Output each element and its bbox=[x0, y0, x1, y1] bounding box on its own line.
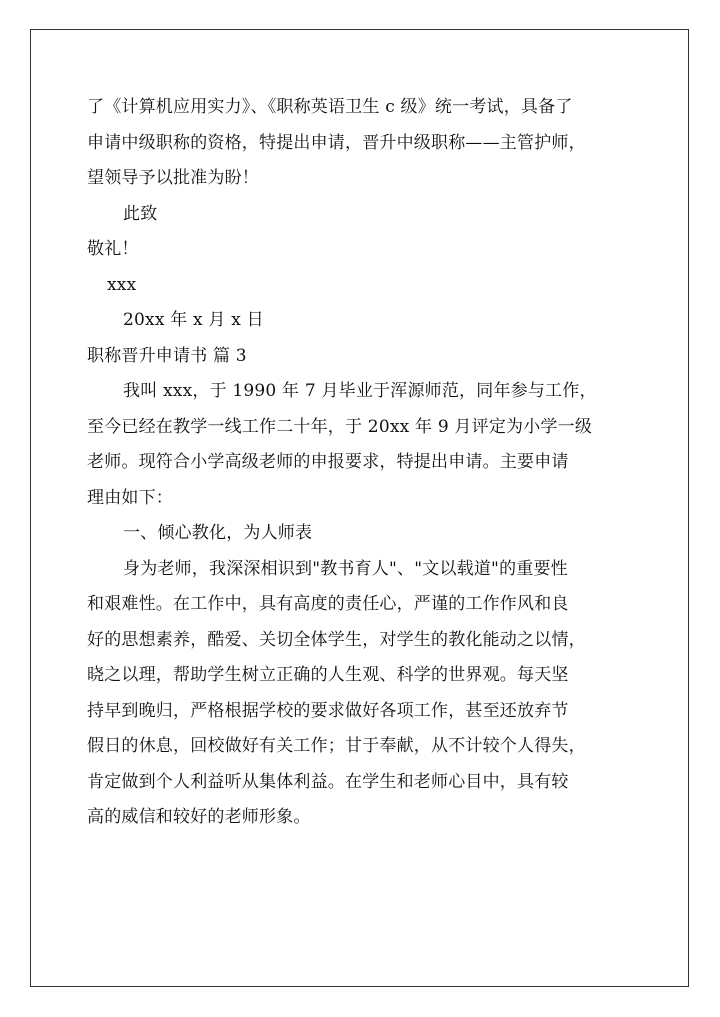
signature: xxx bbox=[107, 274, 137, 295]
paragraph-line: 老师。现符合小学高级老师的申报要求，特提出申请。主要申请 bbox=[87, 452, 569, 472]
paragraph-line: 肯定做到个人利益听从集体利益。在学生和老师心目中，具有较 bbox=[87, 771, 569, 792]
paragraph-line: 至今已经在教学一线工作二十年，于 20xx 年 9 月评定为小学一级 bbox=[87, 416, 593, 437]
paragraph-line: 和艰难性。在工作中，具有高度的责任心，严谨的工作作风和良 bbox=[87, 594, 569, 614]
subheading: 一、倾心教化，为人师表 bbox=[123, 523, 313, 543]
text-line: 了《计算机应用实力》、《职称英语卫生 c 级》统一考试，具备了 bbox=[87, 97, 573, 117]
text-line: 望领导予以批准为盼！ bbox=[87, 168, 259, 188]
paragraph-line: 好的思想素养，酷爱、关切全体学生，对学生的教化能动之以情， bbox=[87, 629, 586, 650]
paragraph-line: 高的威信和较好的老师形象。 bbox=[87, 807, 311, 827]
paragraph-line: 假日的休息，回校做好有关工作；甘于奉献，从不计较个人得失， bbox=[87, 736, 586, 756]
paragraph-line: 理由如下： bbox=[87, 487, 173, 508]
date: 20xx 年 x 月 x 日 bbox=[123, 310, 264, 330]
paragraph-line: 我叫 xxx，于 1990 年 7 月毕业于浑源师范，同年参与工作， bbox=[123, 381, 597, 401]
paragraph-line: 晓之以理，帮助学生树立正确的人生观、科学的世界观。每天坚 bbox=[87, 665, 569, 685]
closing-respect: 敬礼！ bbox=[87, 239, 139, 259]
text-line: 申请中级职称的资格，特提出申请，晋升中级职称——主管护师， bbox=[87, 132, 586, 153]
section-title: 职称晋升申请书 篇 3 bbox=[87, 345, 247, 366]
paragraph-line: 持早到晚归，严格根据学校的要求做好各项工作，甚至还放弃节 bbox=[87, 700, 569, 721]
closing-salute: 此致 bbox=[123, 203, 158, 224]
document-body bbox=[87, 90, 639, 836]
paragraph-line: 身为老师，我深深相识到"教书育人"、"文以载道"的重要性 bbox=[123, 558, 568, 579]
